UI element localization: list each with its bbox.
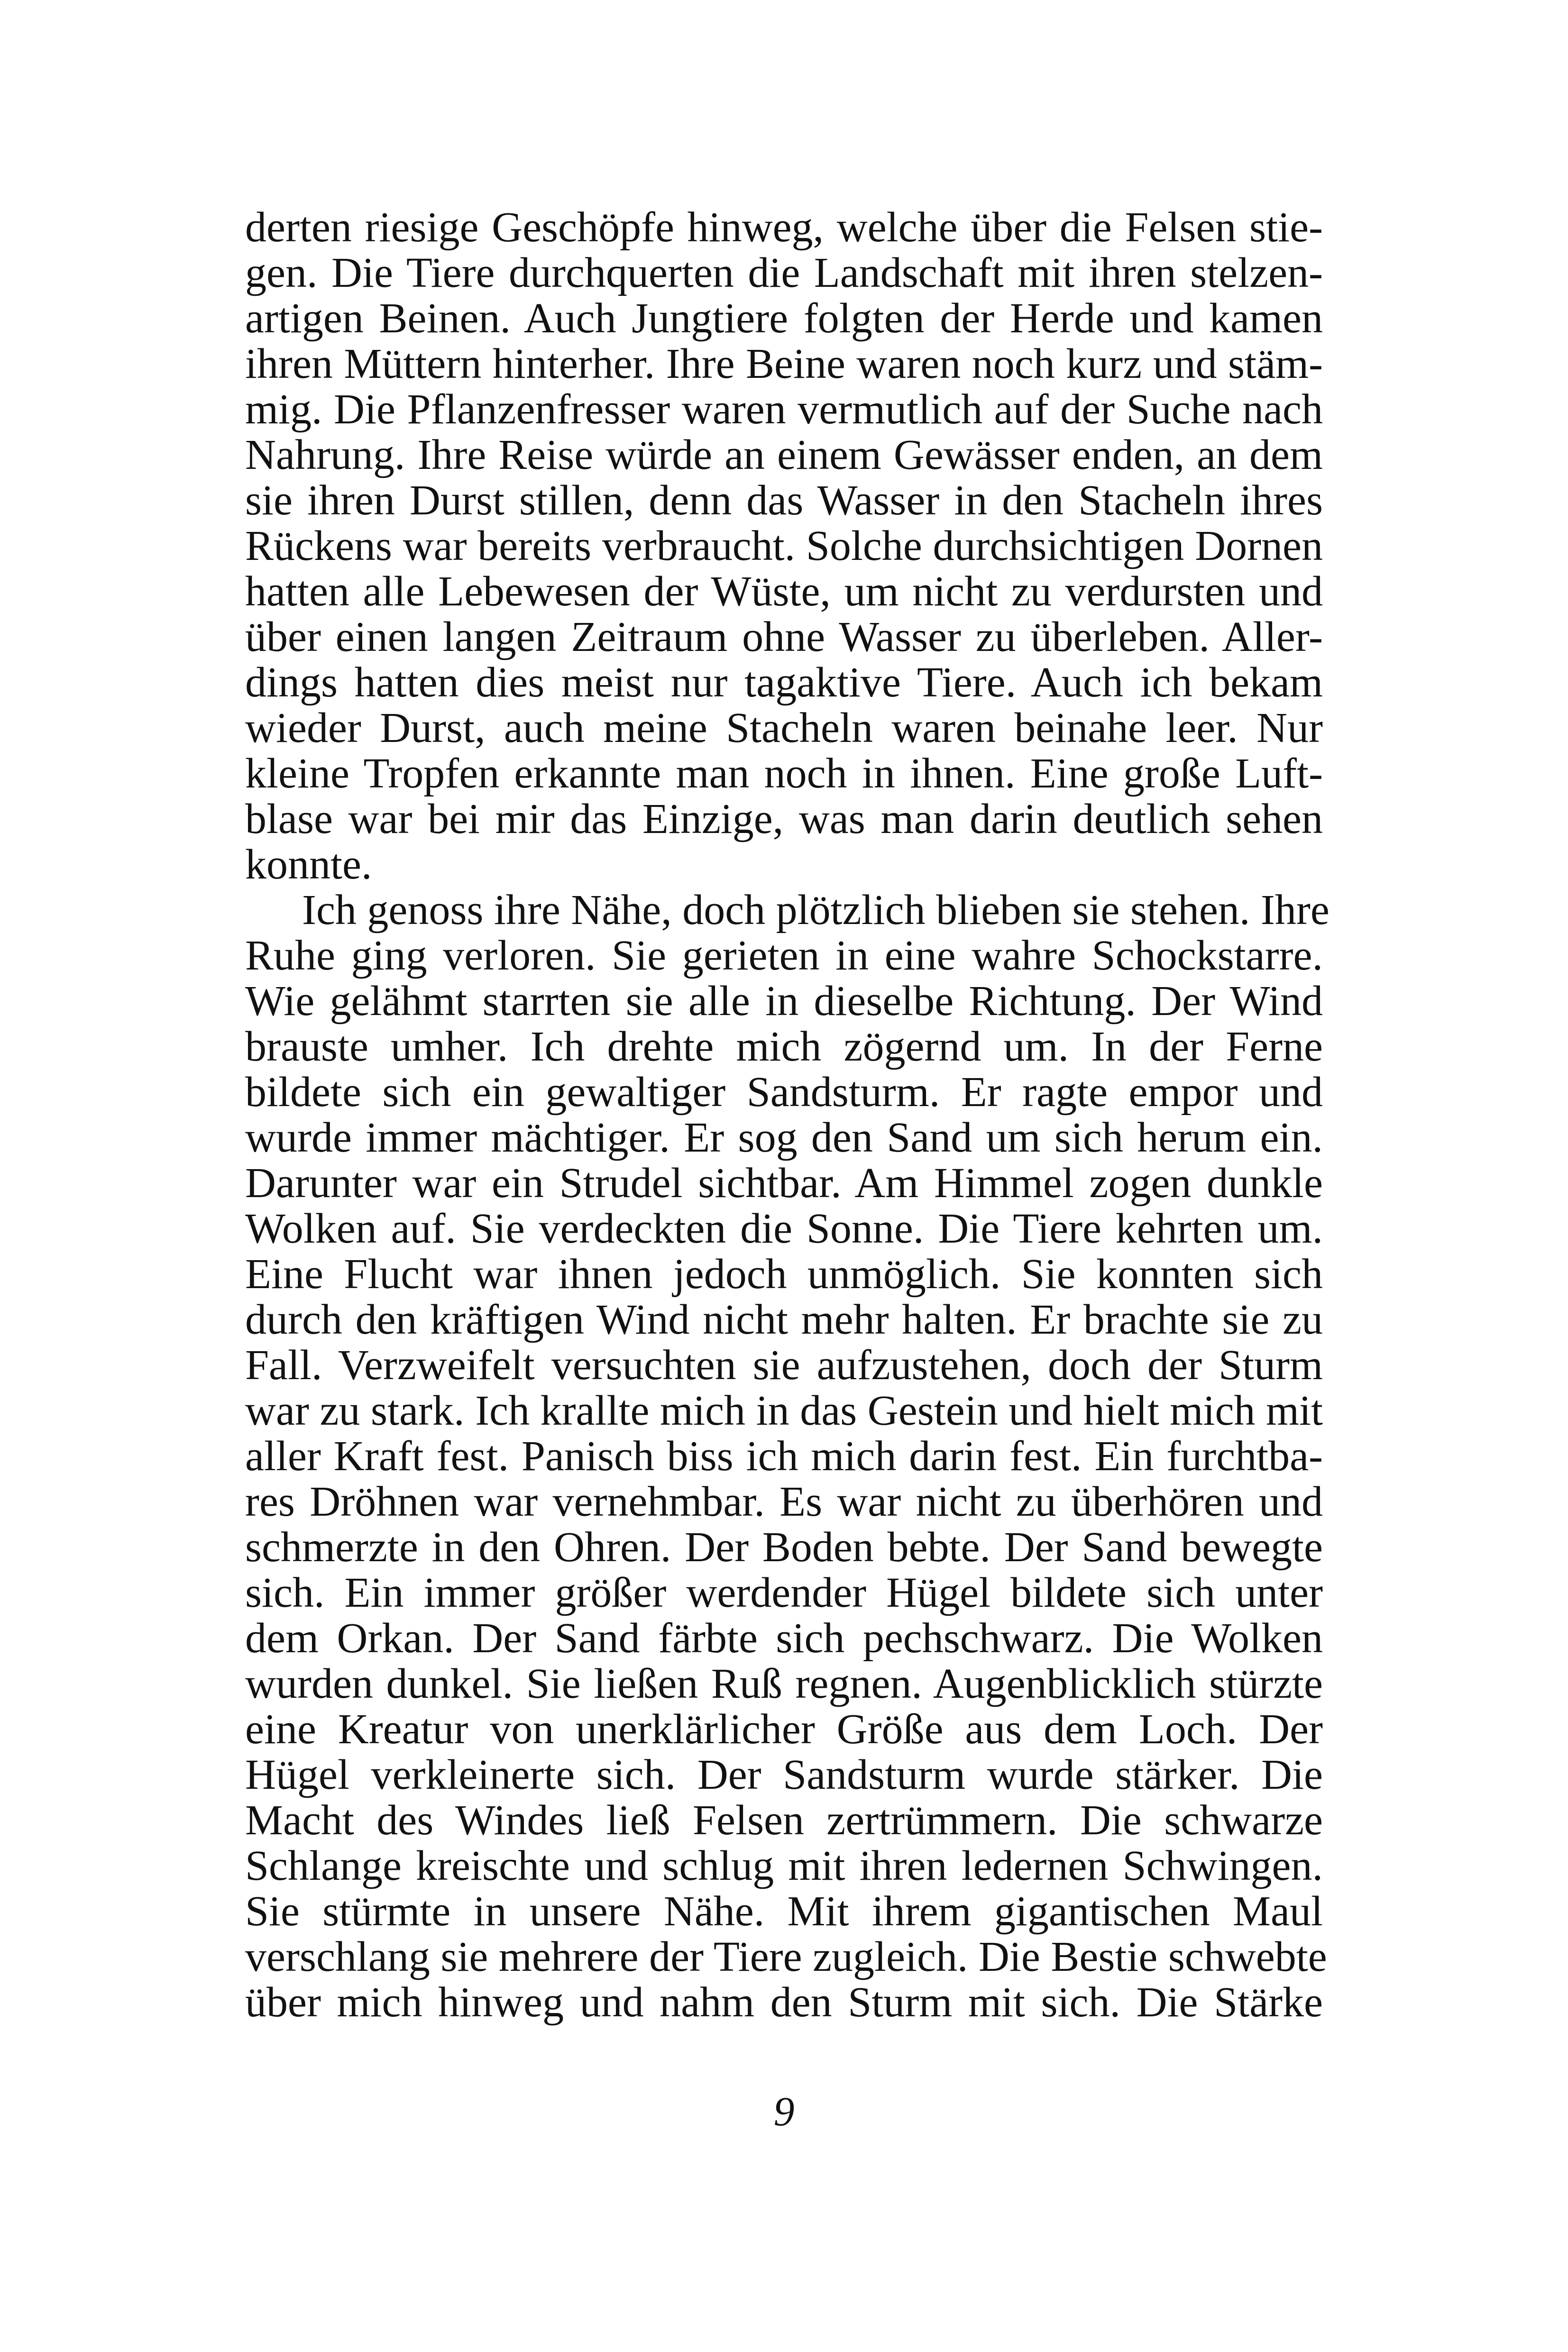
- text-line: brauste umher. Ich drehte mich zögernd um. In der Ferne: [245, 1023, 1323, 1070]
- body-text: [245, 204, 1330, 2026]
- text-line: aller Kraft fest. Panisch biss ich mich darin fest. Ein furchtba-: [245, 1433, 1323, 1480]
- text-line: Eine Flucht war ihnen jedoch unmöglich. Sie konnten sich: [245, 1251, 1323, 1298]
- text-line: Ruhe ging verloren. Sie gerieten in eine wahre Schockstarre.: [245, 932, 1323, 979]
- text-line: mig. Die Pflanzenfresser waren vermutlich auf der Suche nach: [245, 386, 1323, 433]
- text-line: ihren Müttern hinterher. Ihre Beine waren noch kurz und stäm-: [245, 340, 1323, 387]
- text-line: sich. Ein immer größer werdender Hügel bildete sich unter: [245, 1569, 1323, 1616]
- paragraph-1: [245, 205, 1323, 888]
- text-line: Hügel verkleinerte sich. Der Sandsturm wurde stärker. Die: [245, 1751, 1323, 1798]
- text-line: Darunter war ein Strudel sichtbar. Am Himmel zogen dunkle: [245, 1160, 1323, 1207]
- text-line: schmerzte in den Ohren. Der Boden bebte. Der Sand bewegte: [245, 1524, 1323, 1571]
- text-line: Sie stürmte in unsere Nähe. Mit ihrem gigantischen Maul: [245, 1888, 1323, 1935]
- text-line: über einen langen Zeitraum ohne Wasser zu überleben. Aller-: [245, 613, 1323, 660]
- text-line: kleine Tropfen erkannte man noch in ihnen. Eine große Luft-: [245, 750, 1323, 797]
- text-line: war zu stark. Ich krallte mich in das Gestein und hielt mich mit: [245, 1387, 1323, 1434]
- text-line: Rückens war bereits verbraucht. Solche durchsichtigen Dornen: [245, 522, 1323, 569]
- text-line: dings hatten dies meist nur tagaktive Tiere. Auch ich bekam: [245, 659, 1323, 706]
- text-line: verschlang sie mehrere der Tiere zugleich. Die Bestie schwebte: [245, 1933, 1327, 1980]
- page-number: 9: [773, 2089, 795, 2135]
- text-line: gen. Die Tiere durchquerten die Landschaft mit ihren stelzen-: [245, 249, 1323, 296]
- text-line: Nahrung. Ihre Reise würde an einem Gewässer enden, an dem: [245, 431, 1323, 478]
- text-line: sie ihren Durst stillen, denn das Wasser in den Stacheln ihres: [245, 477, 1323, 524]
- paragraph-2: [245, 887, 1330, 2026]
- text-line: hatten alle Lebewesen der Wüste, um nicht zu verdursten und: [245, 568, 1323, 615]
- text-line: dem Orkan. Der Sand färbte sich pechschwarz. Die Wolken: [245, 1615, 1323, 1662]
- text-line: bildete sich ein gewaltiger Sandsturm. Er ragte empor und: [245, 1069, 1323, 1116]
- text-line: Fall. Verzweifelt versuchten sie aufzustehen, doch der Sturm: [245, 1342, 1323, 1389]
- text-line: eine Kreatur von unerklärlicher Größe aus dem Loch. Der: [245, 1706, 1323, 1753]
- text-line: durch den kräftigen Wind nicht mehr halten. Er brachte sie zu: [245, 1296, 1323, 1343]
- text-line: blase war bei mir das Einzige, was man darin deutlich sehen: [245, 796, 1323, 842]
- text-line: Schlange kreischte und schlug mit ihren ledernen Schwingen.: [245, 1842, 1323, 1889]
- text-line: derten riesige Geschöpfe hinweg, welche über die Felsen stie-: [245, 204, 1323, 251]
- text-line: konnte.: [245, 841, 372, 888]
- text-line: wieder Durst, auch meine Stacheln waren beinahe leer. Nur: [245, 705, 1323, 751]
- text-line: res Dröhnen war vernehmbar. Es war nicht zu überhören und: [245, 1478, 1323, 1525]
- text-line: Macht des Windes ließ Felsen zertrümmern. Die schwarze: [245, 1797, 1323, 1844]
- text-line: Wie gelähmt starrten sie alle in dieselbe Richtung. Der Wind: [245, 978, 1323, 1025]
- text-line: Wolken auf. Sie verdeckten die Sonne. Die Tiere kehrten um.: [245, 1205, 1323, 1252]
- text-line: artigen Beinen. Auch Jungtiere folgten der Herde und kamen: [245, 295, 1323, 342]
- text-line: wurde immer mächtiger. Er sog den Sand um sich herum ein.: [245, 1114, 1323, 1161]
- text-line: wurden dunkel. Sie ließen Ruß regnen. Augenblicklich stürzte: [245, 1660, 1323, 1707]
- text-line: Ich genoss ihre Nähe, doch plötzlich blieben sie stehen. Ihre: [302, 887, 1330, 933]
- text-line: über mich hinweg und nahm den Sturm mit sich. Die Stärke: [245, 1979, 1323, 2026]
